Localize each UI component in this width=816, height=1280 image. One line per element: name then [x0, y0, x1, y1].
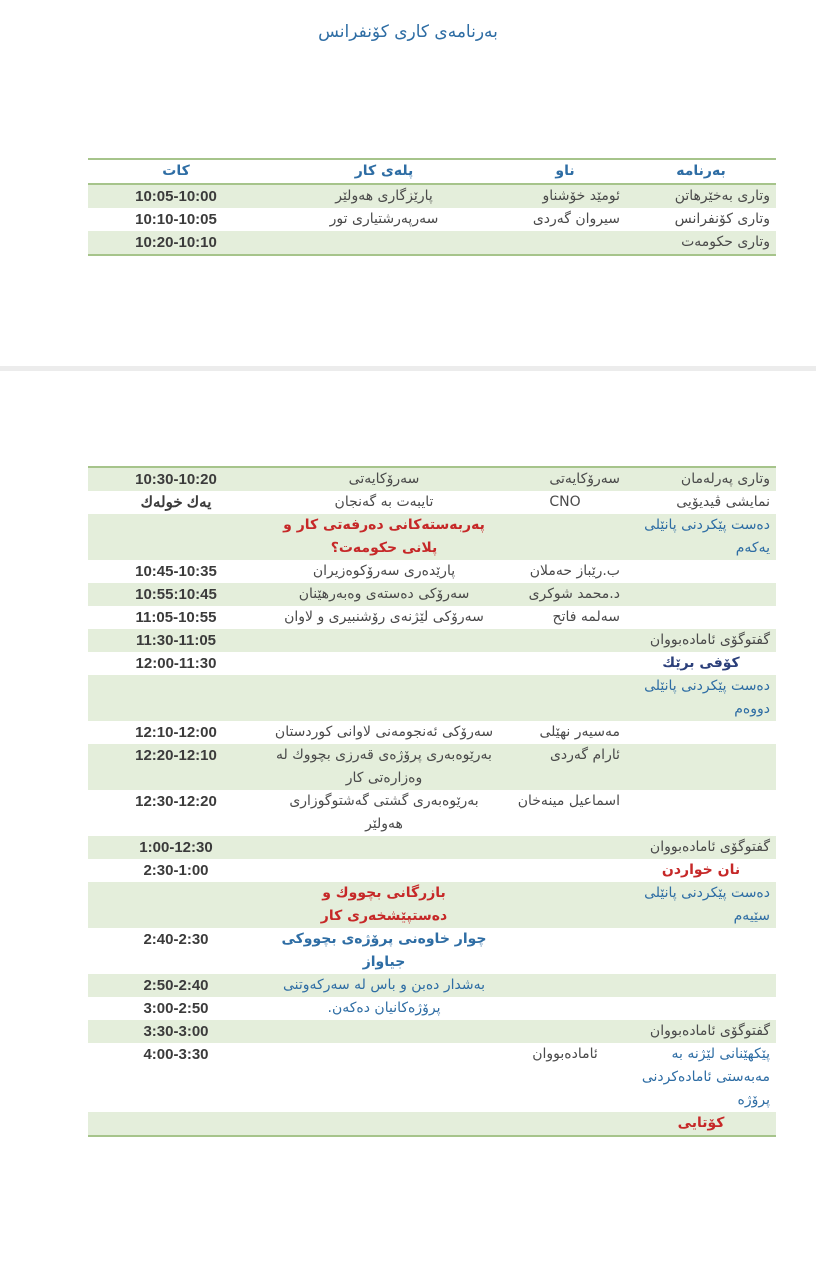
position-cell: پارێزگاری هەولێر [335, 188, 433, 204]
time-cell: 10:55:10:45 [135, 586, 217, 603]
page-title: بەرنامەی کاری کۆنفرانس [318, 22, 498, 42]
table-header-row [88, 159, 776, 184]
table-row [88, 790, 776, 836]
program-cell: وتاری کۆنفرانس [674, 211, 770, 227]
program-cell [626, 974, 776, 997]
program-cell [626, 560, 776, 583]
position-cell: پەربەستەکانی دەرفەتی کار و پلانی حکومەت؟ [283, 517, 485, 556]
table-row [88, 997, 776, 1020]
time-cell [88, 1112, 264, 1136]
name-cell [504, 675, 626, 721]
table-row [88, 652, 776, 675]
table-row [88, 208, 776, 231]
table-row [88, 491, 776, 514]
program-cell: نان خواردن [661, 862, 741, 878]
position-cell: سەرۆکی دەستەی وەبەرهێنان [298, 586, 470, 602]
program-cell: وتاری پەرلەمان [680, 471, 770, 487]
position-cell: سەرۆکی لێژنەی رۆشنبیری و لاوان [284, 609, 484, 625]
name-cell [504, 859, 626, 882]
time-cell: 2:40-2:30 [143, 931, 209, 948]
header-position: پلەی کار [264, 159, 504, 184]
program-cell: دەست پێکردنی پانێلی دووەم [644, 678, 770, 717]
name-cell [504, 1112, 626, 1136]
time-cell: 10:45-10:35 [135, 563, 217, 580]
program-cell: گفتوگۆی ئامادەبووان [649, 1023, 770, 1039]
table-row [88, 184, 776, 208]
table-row [88, 744, 776, 790]
time-cell: 12:00-11:30 [135, 655, 217, 672]
position-cell [264, 1112, 504, 1136]
table-row [88, 583, 776, 606]
time-cell: 10:05-10:00 [135, 188, 217, 205]
name-cell: سەلمە فاتح [552, 609, 620, 625]
name-cell: اسماعیل مینەخان [517, 793, 620, 809]
time-cell [88, 514, 264, 560]
position-cell: پرۆژەکانیان دەکەن. [327, 1000, 441, 1016]
name-cell: د.محمد شوکری [528, 586, 620, 602]
table-row [88, 721, 776, 744]
name-cell [504, 997, 626, 1020]
table-row [88, 231, 776, 255]
program-cell: گفتوگۆی ئامادەبووان [649, 632, 770, 648]
time-cell: 12:10-12:00 [135, 724, 217, 741]
time-cell: یەك خولەك [140, 494, 212, 511]
position-cell [264, 859, 504, 882]
position-cell [264, 836, 504, 859]
table-row [88, 629, 776, 652]
time-cell: 10:20-10:10 [88, 231, 264, 255]
name-cell [504, 1020, 626, 1043]
position-cell [264, 231, 504, 255]
schedule-table-2 [88, 466, 776, 1137]
name-cell: سیروان گەردی [532, 211, 620, 227]
time-cell: 3:30-3:00 [143, 1023, 209, 1040]
table-row [88, 974, 776, 997]
table-row [88, 560, 776, 583]
program-cell: پێکهێنانی لێژنە بە مەبەستی ئامادەکردنی پرۆژە [641, 1046, 770, 1108]
program-cell: دەست پێکردنی پانێلی یەکەم [644, 517, 770, 556]
position-cell [264, 1043, 504, 1112]
name-cell [504, 514, 626, 560]
header-time: کات [88, 159, 264, 184]
program-cell: دەست پێکردنی پانێلی سێیەم [644, 885, 770, 924]
table-row [88, 1043, 776, 1112]
name-cell: ئارام گەردی [549, 747, 620, 763]
position-cell: بەشدار دەبن و باس لە سەرکەوتنی [282, 977, 485, 993]
table-row [88, 1020, 776, 1043]
name-cell [504, 836, 626, 859]
position-cell: چوار خاوەنی پرۆژەی بچووکی جیاواز [281, 931, 487, 970]
table-row [88, 514, 776, 560]
position-cell [264, 652, 504, 675]
schedule-table-1 [88, 158, 776, 256]
position-cell: بازرگانی بچووك و دەستپێشخەری کار [320, 885, 448, 924]
program-cell: وتاری حکومەت [626, 231, 776, 255]
position-cell: بەرێوەبەری گشتی گەشتوگوزاری هەولێر [289, 793, 479, 832]
time-cell: 2:30-1:00 [143, 862, 209, 879]
program-cell [626, 928, 776, 974]
position-cell [264, 629, 504, 652]
name-cell [504, 974, 626, 997]
position-cell: سەرۆکایەتی [348, 471, 420, 487]
name-cell: ب.رێباز حەملان [529, 563, 620, 579]
time-cell: 3:00-2:50 [143, 1000, 209, 1017]
time-cell: 4:00-3:30 [143, 1046, 209, 1063]
table-row [88, 1112, 776, 1136]
program-cell: کۆفی برێك [662, 655, 740, 671]
name-cell [504, 882, 626, 928]
header-name: ناو [504, 159, 626, 184]
program-cell [626, 744, 776, 790]
position-cell: سەرۆکی ئەنجومەنی لاوانی کوردستان [274, 724, 494, 740]
name-cell [504, 652, 626, 675]
time-cell [88, 675, 264, 721]
position-cell [264, 675, 504, 721]
time-cell [88, 882, 264, 928]
page-divider [0, 366, 816, 371]
program-cell: وتاری بەخێرهاتن [674, 188, 770, 204]
table-row [88, 928, 776, 974]
name-cell: سەرۆکایەتی [549, 471, 620, 487]
time-cell: 12:30-12:20 [135, 793, 217, 810]
time-cell: 11:30-11:05 [135, 632, 217, 649]
time-cell: 12:20-12:10 [135, 747, 217, 764]
table-row [88, 675, 776, 721]
name-cell: CNO [549, 494, 581, 510]
table-row [88, 882, 776, 928]
name-cell: مەسیەر نهێلی [539, 724, 620, 740]
name-cell: ئومێد خۆشناو [542, 188, 620, 204]
table-row [88, 606, 776, 629]
header-program: بەرنامە [626, 159, 776, 184]
position-cell: تایبەت بە گەنجان [334, 494, 434, 510]
program-cell: گفتوگۆی ئامادەبووان [649, 839, 770, 855]
name-cell: ئامادەبووان [532, 1046, 598, 1062]
table-row [88, 859, 776, 882]
position-cell: پارێدەری سەرۆکوەزیران [312, 563, 456, 579]
program-cell [626, 606, 776, 629]
program-cell [626, 790, 776, 836]
time-cell: 2:50-2:40 [143, 977, 209, 994]
position-cell [264, 1020, 504, 1043]
name-cell [504, 231, 626, 255]
program-cell [626, 583, 776, 606]
program-cell: کۆتایی [626, 1112, 776, 1136]
program-cell [626, 997, 776, 1020]
position-cell: بەرێوەبەری پرۆژەی قەرزی بچووك لە وەزارەتی کار [276, 747, 492, 786]
time-cell: 1:00-12:30 [139, 839, 213, 856]
program-cell: نمایشی ڤیدیۆیی [676, 494, 770, 510]
table-row [88, 467, 776, 491]
name-cell [504, 629, 626, 652]
name-cell [504, 928, 626, 974]
position-cell: سەرپەرشتیاری تور [329, 211, 439, 227]
program-cell [626, 721, 776, 744]
time-cell: 11:05-10:55 [135, 609, 217, 626]
time-cell: 10:10-10:05 [135, 211, 217, 228]
table-row [88, 836, 776, 859]
time-cell: 10:30-10:20 [135, 471, 217, 488]
